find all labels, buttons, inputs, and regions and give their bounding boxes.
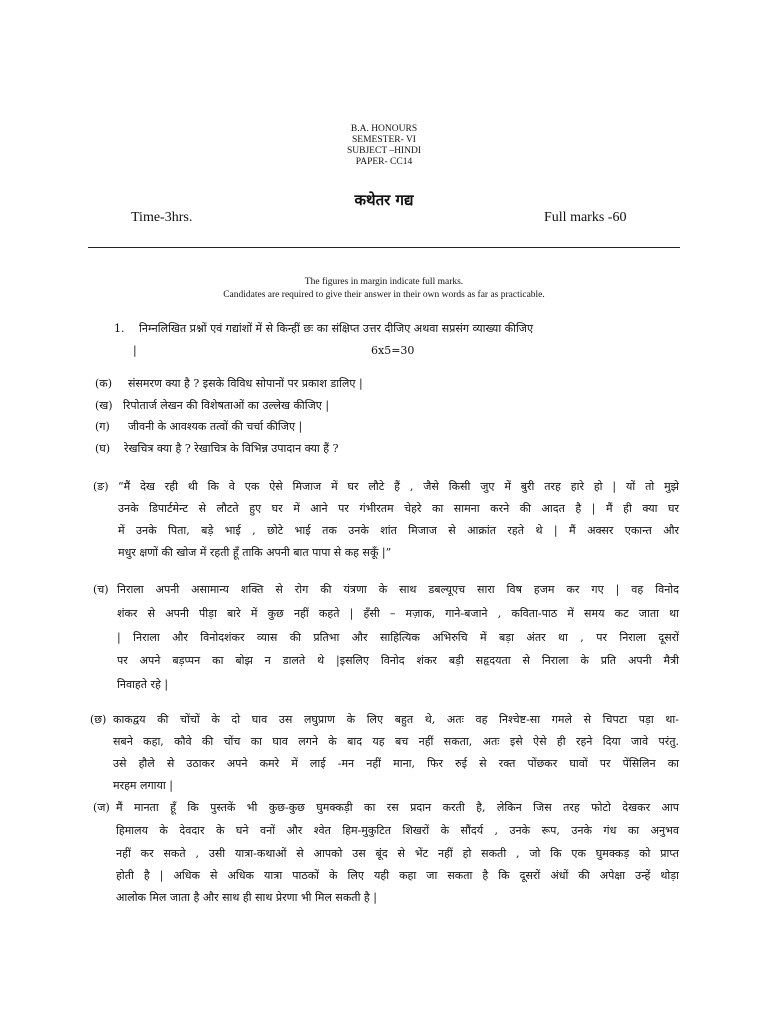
passage-line: | निराला और विनोदशंकर व्यास की प्रतिभा और साहित्यिक अभिरुचि में बड़ा अंतर था , पर निराला दूसरों: [117, 631, 679, 644]
passage-line: मधुर क्षणों की खोज में रहती हूँ ताकि अपनी बात पापा से कह सकूँ |”: [118, 546, 392, 559]
question-marks: 6x5=30: [371, 344, 415, 357]
passage-label: (ज): [93, 801, 110, 814]
passage-line: उनके डिपार्टमेन्ट से लौटते हुए घर में आने पर गंभीरतम चेहरे का सामना करने की आदत है | मैं ही क्या घर: [118, 502, 679, 515]
page-title: कथेतर गद्य: [354, 191, 414, 209]
passage-line: में उनके पिता, बड़े भाई , छोटे भाई तक उनके शांत मिजाज से आक्रांत रहते थे | मैं अक्सर एकान्त और: [118, 524, 679, 537]
passage-line: मरहम लगाया |: [113, 779, 173, 792]
header-divider: [88, 247, 680, 248]
passage-line: निवाहते रहे |: [117, 678, 169, 691]
question-instruction: निम्नलिखित प्रश्नों एवं गद्यांशों में से किन्हीं छः का संक्षिप्त उत्तर दीजिए अथवा सप्रसंग व्याख्या कीजिए: [139, 322, 534, 335]
passage-label: (छ): [90, 713, 107, 726]
subject-label: SUBJECT –HINDI: [347, 146, 421, 156]
margin-note: The figures in margin indicate full marks.: [304, 277, 464, 287]
short-question-text: जीवनी के आवश्यक तत्वों की चर्चा कीजिए |: [128, 420, 303, 433]
passage-line: उसे हौले से उठाकर अपने कमरे में लाई -मन नहीं माना, फिर रुई से रक्त पोंछकर घावों पर पेंसिलिन का: [113, 757, 679, 770]
passage-line: सबने कहा, कौवे की चोंच का घाव लगने के बाद यह बच नहीं सकता, अतः इसे ऐसे ही रहने दिया जावे परंतु.: [113, 735, 679, 748]
passage-line: होती है | अधिक से अधिक यात्रा पाठकों के लिए यही कहा जा सकता है कि दूसरों अंधों की अपेक्षा उन्हें थोड़ा: [116, 869, 679, 882]
course-label: B.A. HONOURS: [350, 124, 418, 134]
time-label: Time-3hrs.: [131, 210, 193, 225]
short-question-text: रिपोतार्ज लेखन की विशेषताओं का उल्लेख कीजिए |: [123, 399, 330, 412]
short-question-text: रेखचित्र क्या है ? रेखाचित्र के विभिन्न उपादान क्या हैं ?: [124, 442, 339, 455]
short-question-label: (क): [95, 377, 113, 390]
short-question-label: (ख): [95, 399, 113, 412]
passage-line: नहीं कर सकते , उसी यात्रा-कथाओं से आपको उस बूंद से भेंट नहीं हो सकती , जो कि एक घुमक्कड़ को प्राप्त: [116, 847, 679, 860]
instruction-note: Candidates are required to give their answer in their own words as far as practicable.: [223, 290, 545, 300]
passage-line: निराला अपनी असामान्य शक्ति से रोग की यंत्रणा के साथ डबल्यूएच सारा विष हजम कर गए | वह विनोद: [117, 583, 679, 596]
semester-label: SEMESTER- VI: [352, 135, 416, 145]
passage-line: “मैं देख रही थी कि वे एक ऐसे मिजाज में घर लौटे हैं , जैसे किसी जुए में बुरी तरह हारे हो | यों तो मुझे: [118, 480, 679, 493]
short-question-text: संसमरण क्या है ? इसके विविध सोपानों पर प्रकाश डालिए |: [128, 377, 363, 390]
passage-line: आलोक मिल जाता है और साथ ही साथ प्रेरणा भी मिल सकती है |: [116, 891, 377, 904]
passage-line: हिमालय के देवदार के घने वनों और श्वेत हिम-मुकुटित शिखरों के सौंदर्य , उनके रूप, उनके गंध का अनुभव: [116, 824, 679, 837]
short-question-label: (घ): [95, 442, 111, 455]
question-bar: |: [133, 344, 137, 357]
passage-line: शंकर से अपनी पीड़ा बारे में कुछ नहीं कहते | हँसी – मज़ाक, गाने-बजाने , कविता-पाठ में समय कट जाता था: [117, 607, 679, 620]
passage-line: काकद्वय की चोंचों के दो घाव उस लघुप्राण के लिए बहुत थे, अतः वह निश्चेष्ट-सा गमले से चिपटा पड़ा था-: [113, 713, 679, 726]
full-marks-label: Full marks -60: [544, 210, 627, 225]
short-question-label: (ग): [95, 420, 110, 433]
question-number: 1.: [114, 322, 125, 335]
passage-label: (च): [93, 583, 109, 596]
passage-label: (ङ): [93, 480, 109, 493]
passage-line: पर अपने बड़प्पन का बोझ न डालते थे |इसलिए विनोद शंकर बड़ी सहृदयता से निराला के प्रति अपनी मैत्री: [117, 654, 679, 667]
passage-line: मैं मानता हूँ कि पुस्तकें भी कुछ-कुछ घुमक्कड़ी का रस प्रदान करती है, लेकिन जिस तरह फोटो देखकर आप: [116, 801, 679, 814]
paper-label: PAPER- CC14: [355, 157, 413, 167]
